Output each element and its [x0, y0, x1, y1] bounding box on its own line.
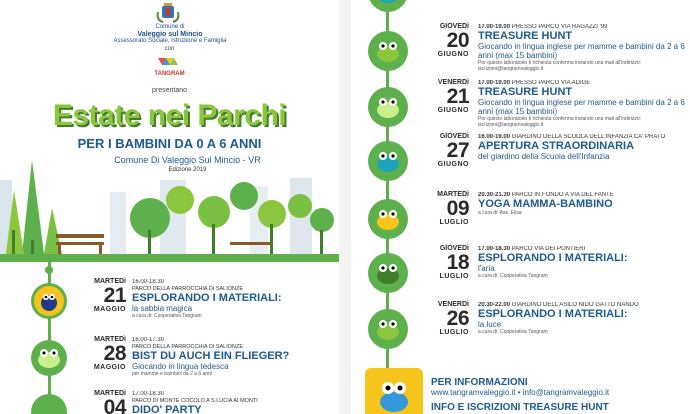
event-subtitle: Giocando in lingua tedesca [132, 362, 229, 371]
frog-icon [368, 31, 408, 71]
event-subtitle: del giardino della Scuola dell'Infanzia [478, 152, 610, 161]
event-weekday: VENERDì [437, 79, 469, 86]
event-weekday: MARTEDì [94, 278, 126, 285]
event-title: ESPLORANDO I MATERIALI: [132, 292, 282, 304]
frog-icon [365, 368, 423, 414]
event-weekday: MARTEDì [94, 336, 126, 343]
frog-icon [368, 141, 408, 181]
event-month: GIUGNO [437, 161, 469, 168]
event-note: a cura di: Cooperativa Tangram [478, 273, 548, 279]
event-date [414, 79, 469, 115]
event-circle [31, 394, 67, 414]
event-date [76, 336, 126, 372]
event-date [414, 23, 469, 59]
event-circle [368, 141, 408, 181]
event-month: LUGLIO [439, 329, 469, 336]
event-item [478, 134, 686, 161]
event-title: DIDO' PARTY [132, 404, 202, 414]
event-day: 20 [446, 29, 469, 52]
event-date [414, 245, 469, 281]
event-subtitle: la luce [478, 320, 502, 329]
event-title: YOGA MAMMA-BAMBINO [478, 198, 613, 210]
event-time: 16.00-17.30 [132, 337, 165, 343]
event-note: a cura di: Cooperativa Tangram [478, 329, 548, 335]
event-subtitle: l'aria [478, 264, 495, 273]
event-day: 09 [446, 197, 469, 220]
event-date [76, 390, 126, 414]
timeline-dot [45, 266, 53, 274]
event-circle [31, 283, 67, 319]
event-time: 20.30-21.30 [478, 192, 511, 198]
event-item [478, 246, 686, 279]
event-title: TREASURE HUNT [478, 30, 573, 42]
event-note: a cura di: Ass. Elisa [478, 210, 522, 216]
event-place: GIARDINO DELL'ASILO NIDO GATTO NANDO [511, 302, 639, 308]
poster-location: Comune Di Valeggio Sul Mincio - VR [114, 155, 261, 165]
event-time: 17.00-18.30 [132, 391, 165, 397]
info-contacts: www.tangramvaleggio.it • info@tangramvaleggio.it [431, 388, 610, 397]
event-day: 21 [446, 85, 469, 108]
event-item [478, 192, 686, 216]
event-day: 04 [103, 396, 126, 414]
event-weekday: GIOVEDì [439, 133, 469, 140]
event-month: GIUGNO [437, 107, 469, 114]
event-circle [368, 309, 408, 349]
event-day: 26 [446, 307, 469, 330]
frog-icon [368, 0, 408, 12]
event-subtitle: Giocando in lingua inglese per mamme e bambini da 2 a 6 anni (max 15 bambini) [478, 98, 685, 116]
event-place: PARCO VIA DEI PONTIERI [511, 246, 586, 252]
event-weekday: GIOVEDì [439, 245, 469, 252]
event-title: BIST DU AUCH EIN FLIEGER? [132, 350, 290, 362]
event-date [76, 278, 126, 314]
event-day: 27 [446, 139, 469, 162]
event-time: 17.00-18.30 [478, 246, 511, 252]
event-month: MAGGIO [93, 364, 126, 371]
event-subtitle: la sabbia magica [132, 304, 193, 313]
event-title: TREASURE HUNT [478, 86, 573, 98]
frog-icon [368, 87, 408, 127]
tree-icon [22, 160, 44, 254]
event-place: PRESSO PARCO VIA RAGAZZI '99 [511, 24, 608, 30]
event-circle [368, 253, 408, 293]
tangram-logo-icon [154, 56, 184, 72]
presentano-label: presentano [151, 87, 188, 94]
event-circle [368, 0, 408, 12]
event-title: ESPLORANDO I MATERIALI: [478, 252, 628, 264]
event-day: 18 [446, 251, 469, 274]
event-weekday: GIOVEDì [439, 23, 469, 30]
info-icon-box [365, 368, 423, 414]
info-title: PER INFORMAZIONI [431, 377, 528, 388]
event-subtitle: Giocando in lingua inglese per mamme e bambini da 2 a 6 anni (max 15 bambini) [478, 42, 685, 60]
event-time: 17.00-19.00 [478, 24, 511, 30]
event-circle [368, 31, 408, 71]
event-circle [31, 340, 67, 376]
comune-line-1: Comune di [155, 24, 185, 30]
event-date [414, 133, 469, 169]
event-month: MAGGIO [93, 306, 126, 313]
event-day: 28 [103, 342, 126, 365]
poster-gap [339, 0, 351, 414]
event-month: LUGLIO [439, 219, 469, 226]
event-item [132, 391, 337, 414]
event-place: PARCO IN FONDO A VIA DEL FANTE [511, 192, 614, 198]
event-item [132, 337, 337, 377]
comune-line-2: Valeggio sul Mincio [137, 31, 203, 38]
event-time: 17.00-19.00 [478, 80, 511, 86]
event-time: 16.00-18.30 [132, 279, 165, 285]
event-item [478, 24, 686, 72]
event-place: GIARDINO DELLA SCUOLA DELL'INFANZIA CA' PRATO [511, 134, 666, 140]
frog-icon [368, 199, 408, 239]
frog-icon [368, 253, 408, 293]
poster-subtitle: PER I BAMBINI DA 0 A 6 ANNI [77, 136, 262, 151]
event-circle [368, 199, 408, 239]
event-title: APERTURA STRAORDINARIA [478, 140, 635, 152]
event-month: GIUGNO [437, 51, 469, 58]
comune-label [110, 24, 230, 45]
event-month: LUGLIO [439, 273, 469, 280]
event-place: PARCO DI MONTE COCOLO A S.LUCIA AI MONTI [132, 398, 258, 404]
event-date [414, 301, 469, 337]
info-section [431, 377, 681, 413]
event-note: Per questo laboratorio è richiesta conferma inviando una mail all'indirizzo: iscrizioni@tangramvaleggio.it [478, 60, 641, 72]
event-item [478, 80, 686, 128]
park-illustration [0, 150, 339, 262]
event-note: per mamme e bambini da 2 a 6 anni [132, 371, 213, 377]
poster-title: Estate nei Parchi [52, 99, 287, 132]
event-day: 21 [103, 284, 126, 307]
poster-edition: Edizione 2019 [168, 167, 207, 173]
frog-icon [31, 340, 67, 376]
info-title-2: INFO E ISCRIZIONI TREASURE HUNT [431, 402, 609, 413]
frog-icon [368, 309, 408, 349]
frog-icon [31, 283, 67, 319]
event-date [414, 191, 469, 227]
event-item [478, 302, 686, 335]
left-poster [0, 0, 339, 414]
crest-icon [155, 2, 181, 24]
event-weekday: VENERDì [437, 301, 469, 308]
event-place: PARCO DELLA PARROCCHIA DI SALIONZE [132, 286, 244, 292]
event-circle [368, 87, 408, 127]
con-label: con [164, 46, 175, 52]
event-title: ESPLORANDO I MATERIALI: [478, 308, 628, 320]
event-weekday: MARTEDì [94, 390, 126, 397]
event-place: PARCO DELLA PARROCCHIA DI SALIONZE [132, 344, 244, 350]
event-place: PRESSO PARCO VIA ADIGE [511, 80, 591, 86]
event-item [132, 279, 337, 319]
event-note: Per questo laboratorio è richiesta conferma inviando una mail all'indirizzo: iscrizioni@tangramvaleggio.it [478, 116, 641, 128]
event-weekday: MARTEDì [437, 191, 469, 198]
event-time: 20.30-22.00 [478, 302, 511, 308]
event-time: 16.00-19.00 [478, 134, 511, 140]
comune-line-3: Assessorato Sociale, Istruzione e Famiglia [113, 38, 227, 44]
bench-icon [56, 234, 104, 254]
partner-label: TANGRAM [154, 71, 185, 77]
event-note: a cura di: Cooperativa Tangram [132, 313, 202, 319]
